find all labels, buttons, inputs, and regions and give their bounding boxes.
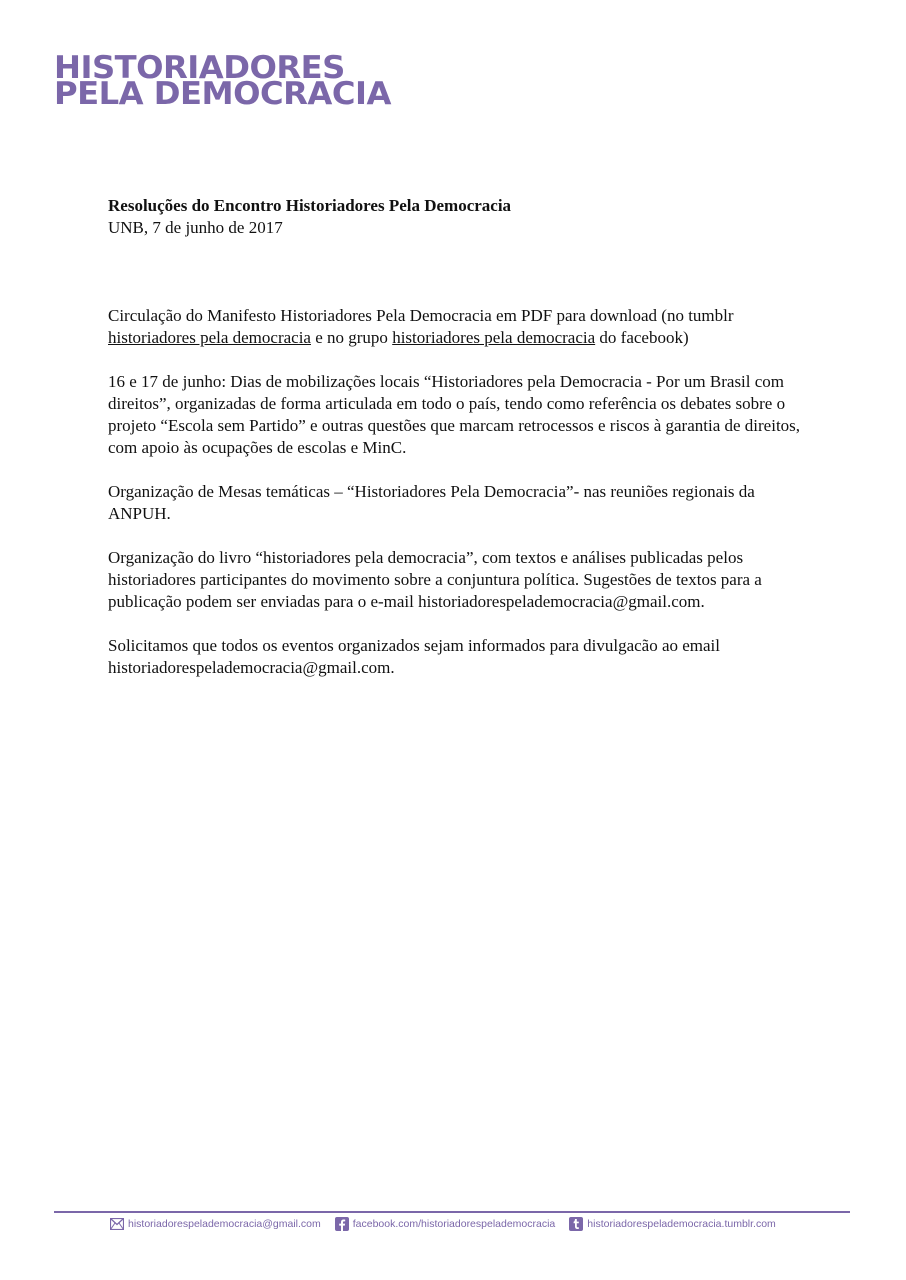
document-subtitle: UNB, 7 de junho de 2017 [108, 218, 283, 237]
paragraph-manifesto-text-b: e no grupo [310, 328, 393, 347]
footer [110, 1217, 790, 1231]
footer-divider [54, 1211, 850, 1213]
paragraph-manifesto [108, 305, 808, 349]
logo [54, 50, 391, 112]
mail-icon [110, 1217, 124, 1231]
footer-email-text: historiadorespelademocracia@gmail.com [128, 1218, 321, 1230]
paragraph-thematic-tables: Organização de Mesas temáticas – “Historiadores Pela Democracia”- nas reuniões regionais da ANPUH. [108, 482, 755, 523]
facebook-icon [335, 1217, 349, 1231]
footer-facebook[interactable] [335, 1217, 556, 1231]
footer-facebook-text: facebook.com/historiadorespelademocracia [352, 1218, 556, 1230]
paragraph-manifesto-text-c: do facebook) [595, 328, 689, 347]
paragraph-events: Solicitamos que todos os eventos organizados sejam informados para divulgacão ao email historiadorespelademocracia@gmail.com. [108, 636, 721, 677]
paragraph-mobilizations: 16 e 17 de junho: Dias de mobilizações locais “Historiadores pela Democracia - Por um Brasil com direitos”, organizadas de forma articulada em todo o país, tendo como referência os debates sobre o projeto “Escola sem Partido” e outras questões que marcam retrocessos e riscos à garantia de direitos, com apoio às ocupações de escolas e MinC. [108, 372, 801, 457]
tumblr-link[interactable]: historiadores pela democracia [108, 328, 311, 347]
logo-line-1: HISTORIADORES [54, 50, 345, 86]
footer-email[interactable] [110, 1217, 321, 1231]
paragraph-book: Organização do livro “historiadores pela democracia”, com textos e análises publicadas pelos historiadores participantes do movimento sobre a conjuntura política. Sugestões de textos para a publicação podem ser enviadas para o e-mail historiadorespelademocracia@gmail.com. [108, 548, 762, 611]
tumblr-icon [569, 1217, 583, 1231]
paragraph-manifesto-text-a: Circulação do Manifesto Historiadores Pela Democracia em PDF para download (no tumblr [108, 306, 734, 325]
document-title: Resoluções do Encontro Historiadores Pela Democracia [108, 196, 512, 215]
footer-tumblr-text: historiadorespelademocracia.tumblr.com [587, 1218, 776, 1230]
footer-tumblr[interactable] [569, 1217, 776, 1231]
logo-line-2: PELA DEMOCRACIA [54, 76, 391, 112]
document-body [108, 195, 808, 701]
facebook-group-link[interactable]: historiadores pela democracia [392, 328, 596, 347]
